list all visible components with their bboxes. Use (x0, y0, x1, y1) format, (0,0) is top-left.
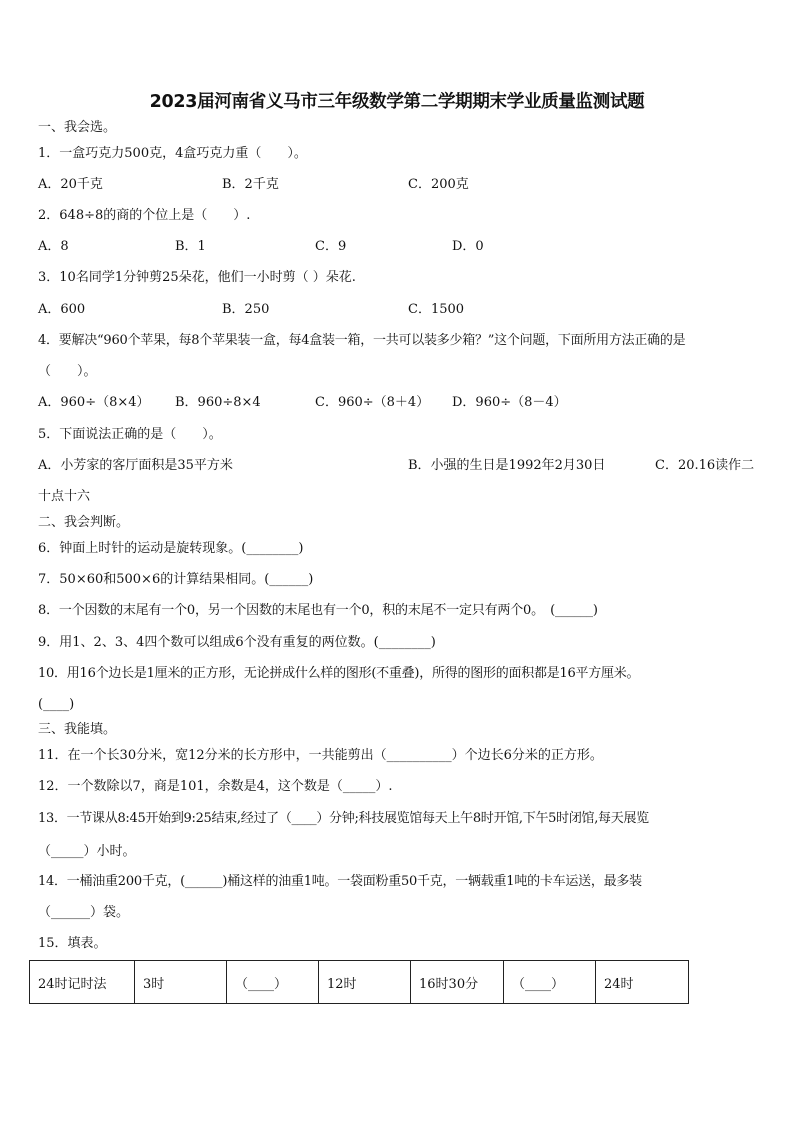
question-13: 13．一节课从8:45开始到9:25结束,经过了（____）分钟;科技展览馆每天上午8时开馆,下午5时闭馆,每天展览 (38, 811, 649, 826)
question-15: 15．填表。 (38, 936, 107, 951)
q3-option-a: A．600 (38, 302, 86, 317)
q4-option-a: A．960÷（8×4） (38, 395, 150, 410)
page-title: 2023届河南省义马市三年级数学第二学期期末学业质量监测试题 (149, 92, 645, 112)
question-10: 10．用16个边长是1厘米的正方形，无论拼成什么样的图形(不重叠)，所得的图形的面积都是16平方厘米。 (38, 666, 640, 681)
question-13-cont: （_____）小时。 (38, 844, 136, 859)
question-1: 1．一盒巧克力500克，4盒巧克力重（ ）。 (38, 146, 307, 161)
q5-option-c: C．20.16读作二 (655, 458, 755, 473)
q1-option-a: A．20千克 (38, 177, 103, 192)
question-14: 14．一桶油重200千克，(______)桶这样的油重1吨。一袋面粉重50千克，一辆载重1吨的卡车运送，最多装 (38, 874, 642, 889)
q2-option-c: C．9 (315, 239, 347, 254)
q2-option-d: D．0 (452, 239, 484, 254)
section-heading-fill: 三、我能填。 (38, 722, 117, 737)
question-14-cont: （______）袋。 (38, 905, 130, 920)
question-12: 12．一个数除以7，商是101，余数是4，这个数是（_____）. (38, 779, 393, 794)
q4-option-b: B．960÷8×4 (175, 395, 261, 410)
q5-option-c-cont: 十点十六 (38, 489, 91, 504)
question-8: 8．一个因数的末尾有一个0，另一个因数的末尾也有一个0，积的末尾不一定只有两个0。 (______) (38, 603, 598, 618)
table-cell: 3时 (135, 961, 227, 1004)
question-4: 4．要解决“960个苹果，每8个苹果装一盒，每4盒装一箱，一共可以装多少箱？”这个问题，下面所用方法正确的是 (38, 333, 686, 348)
table-cell: 12时 (319, 961, 411, 1004)
q4-option-d: D．960÷（8－4） (452, 395, 567, 410)
question-11: 11．在一个长30分米，宽12分米的长方形中，一共能剪出（__________）个边长6分米的正方形。 (38, 748, 603, 763)
table-cell: 16时30分 (411, 961, 504, 1004)
q1-option-b: B．2千克 (222, 177, 279, 192)
q3-option-b: B．250 (222, 302, 270, 317)
q3-option-c: C．1500 (408, 302, 465, 317)
question-3: 3．10名同学1分钟剪25朵花，他们一小时剪（ ）朵花. (38, 270, 356, 285)
table-cell: 24时 (596, 961, 689, 1004)
question-10-cont: (____) (38, 697, 75, 712)
question-7: 7．50×60和500×6的计算结果相同。(______) (38, 572, 314, 587)
time-conversion-table (29, 960, 689, 1004)
q5-option-b: B．小强的生日是1992年2月30日 (408, 458, 606, 473)
question-2: 2．648÷8的商的个位上是（ ）. (38, 208, 251, 223)
section-heading-judge: 二、我会判断。 (38, 515, 130, 530)
question-9: 9．用1、2、3、4四个数可以组成6个没有重复的两位数。(________) (38, 635, 436, 650)
table-row (30, 961, 689, 1004)
question-6: 6．钟面上时针的运动是旋转现象。(________) (38, 541, 304, 556)
table-cell-blank[interactable]: （____） (227, 961, 319, 1004)
table-cell: 24时记时法 (30, 961, 135, 1004)
table-cell-blank[interactable]: （____） (504, 961, 596, 1004)
q2-option-b: B．1 (175, 239, 206, 254)
q2-option-a: A．8 (38, 239, 69, 254)
q1-option-c: C．200克 (408, 177, 469, 192)
q4-option-c: C．960÷（8＋4） (315, 395, 430, 410)
q5-option-a: A．小芳家的客厅面积是35平方米 (38, 458, 233, 473)
section-heading-choose: 一、我会选。 (38, 120, 117, 135)
question-4-cont: （ ）。 (38, 364, 97, 379)
question-5: 5．下面说法正确的是（ ）。 (38, 427, 222, 442)
